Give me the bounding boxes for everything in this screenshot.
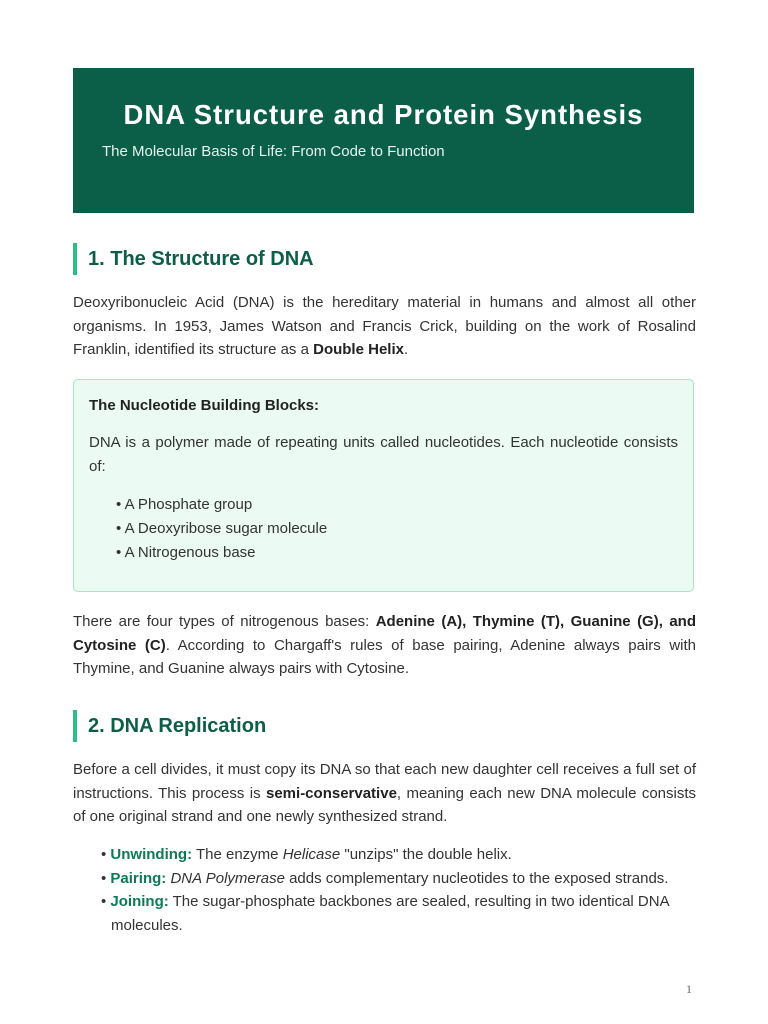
replication-steps-list [101,843,696,937]
bullet: • [101,869,111,887]
replication-paragraph [73,758,696,829]
bases-paragraph [73,610,696,681]
replication-text-2: , meaning each new DNA molecule consists of one original strand and one newly synthesized strand. [73,784,697,825]
intro-text: Deoxyribonucleic Acid (DNA) is the hereditary material in humans and almost all other organisms. In 1953, James Watson and Francis Crick, building on the work of Rosalind Franklin, identified its structure as a [73,294,696,358]
title-banner [73,68,694,213]
nucleotide-callout [73,379,694,592]
intro-paragraph [73,291,696,362]
list-item [101,843,696,867]
list-item [101,890,696,937]
bullet: • [101,893,111,910]
callout-title: The Nucleotide Building Blocks: [89,397,320,414]
step-term: Unwinding: [110,846,193,863]
step-enzyme: Helicase [282,846,341,863]
step-enzyme: DNA Polymerase [170,869,285,887]
replication-bold: semi-conservative [266,784,397,802]
step-text: adds complementary nucleotides to the exposed strands. [284,869,669,887]
bullet: • [101,846,111,863]
document-subtitle: The Molecular Basis of Life: From Code to Function [102,143,445,160]
step-term: Joining: [110,893,169,910]
bases-text-1: There are four types of nitrogenous bases: [73,613,376,630]
step-text: The sugar-phosphate backbones are sealed, resulting in two identical DNA molecules. [111,893,669,934]
bases-text-2: . According to Chargaff's rules of base pairing, Adenine always pairs with Thymine, and Guanine always pairs with Cytosine. [73,636,696,677]
intro-end: . [403,341,409,358]
step-text: "unzips" the double helix. [340,846,512,863]
step-term: Pairing: [110,869,167,887]
nucleotide-list [116,493,327,565]
document-title: DNA Structure and Protein Synthesis [123,99,644,130]
list-item: • A Deoxyribose sugar molecule [116,520,328,537]
list-item: • A Nitrogenous base [116,544,256,561]
section-heading-structure: 1. The Structure of DNA [73,243,314,275]
page-number: 1 [686,982,692,996]
step-text: The enzyme [192,846,283,863]
intro-bold: Double Helix [313,341,404,358]
section-heading-replication: 2. DNA Replication [73,710,266,742]
callout-text: DNA is a polymer made of repeating units called nucleotides. Each nucleotide consists of: [89,434,678,475]
replication-text-1: Before a cell divides, it must copy its DNA so that each new daughter cell receives a full set of instructions. This process is [73,761,696,802]
list-item: • A Phosphate group [116,496,253,513]
bases-bold: Adenine (A), Thymine (T), Guanine (G), and Cytosine (C) [73,613,696,654]
list-item [101,867,696,891]
